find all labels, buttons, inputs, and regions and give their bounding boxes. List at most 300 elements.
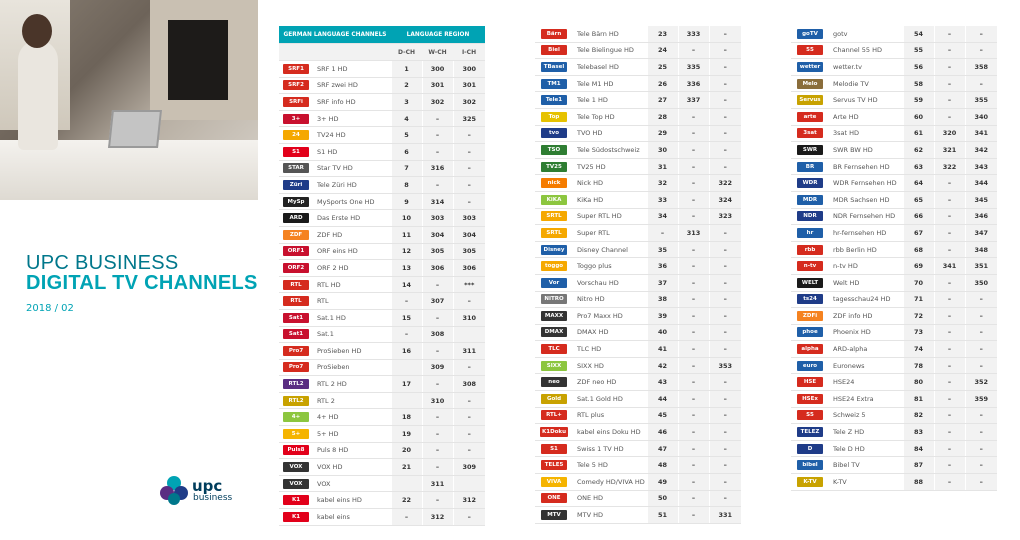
channel-number-d-ch: 56 — [903, 59, 934, 76]
channel-number-i-ch: – — [709, 274, 741, 291]
channel-name: Tele 5 HD — [573, 457, 647, 474]
channel-number-d-ch: 1 — [391, 61, 422, 78]
channel-number-w-ch: – — [934, 108, 965, 125]
channel-logo — [279, 343, 313, 360]
channel-logo — [535, 158, 573, 175]
channel-logo — [791, 125, 829, 142]
channel-number-i-ch: – — [453, 293, 485, 310]
channel-logo-badge: Vor — [541, 278, 567, 288]
channel-logo — [791, 75, 829, 92]
channel-logo — [535, 291, 573, 308]
channel-name: KiKa HD — [573, 191, 647, 208]
channel-logo — [791, 59, 829, 76]
channel-logo-badge: ARD — [283, 213, 309, 223]
channel-logo-badge: bibel — [797, 460, 823, 470]
channel-number-d-ch: 33 — [647, 191, 678, 208]
channel-number-w-ch: 313 — [678, 225, 709, 242]
channel-logo — [791, 341, 829, 358]
channel-logo — [279, 392, 313, 409]
channel-number-d-ch: – — [647, 225, 678, 242]
channel-number-w-ch: – — [678, 407, 709, 424]
channel-number-i-ch: – — [709, 324, 741, 341]
channel-row — [279, 276, 485, 293]
channel-name: HSE24 — [829, 374, 903, 391]
channel-row — [791, 208, 997, 225]
channel-number-w-ch: – — [934, 42, 965, 59]
channel-row — [791, 42, 997, 59]
channel-row — [279, 61, 485, 78]
channel-number-d-ch: 31 — [647, 158, 678, 175]
channel-logo-badge: 3sat — [797, 128, 823, 138]
channel-row — [535, 341, 741, 358]
channel-row — [791, 341, 997, 358]
channel-number-i-ch: 350 — [965, 274, 997, 291]
channel-number-i-ch: 343 — [965, 158, 997, 175]
channel-name: ZDF HD — [313, 226, 391, 243]
channel-number-i-ch: – — [453, 509, 485, 526]
channel-logo-badge: ts24 — [797, 294, 823, 304]
channel-logo — [535, 474, 573, 491]
channel-number-d-ch: 83 — [903, 424, 934, 441]
channel-logo-badge: WDR — [797, 178, 823, 188]
channel-logo-badge: alpha — [797, 344, 823, 354]
channel-name: Euronews — [829, 357, 903, 374]
channel-number-i-ch: 305 — [453, 243, 485, 260]
channel-name: RTL 2 — [313, 392, 391, 409]
channel-number-d-ch: 49 — [647, 474, 678, 491]
channel-logo-badge: K1 — [283, 495, 309, 505]
channel-row — [279, 475, 485, 492]
channel-number-i-ch: – — [709, 374, 741, 391]
upc-business-logo — [158, 473, 248, 507]
channel-number-d-ch: 29 — [647, 125, 678, 142]
channel-number-d-ch: 16 — [391, 343, 422, 360]
channel-table-2 — [535, 26, 741, 524]
channel-number-i-ch: – — [965, 324, 997, 341]
channel-number-d-ch: 54 — [903, 26, 934, 42]
channel-logo — [791, 391, 829, 408]
channel-name: kabel eins Doku HD — [573, 424, 647, 441]
channel-number-d-ch: 43 — [647, 374, 678, 391]
channel-row — [279, 77, 485, 94]
channel-number-d-ch: 50 — [647, 490, 678, 507]
channel-number-i-ch: – — [709, 26, 741, 42]
channel-logo — [535, 225, 573, 242]
channel-number-w-ch: – — [934, 291, 965, 308]
channel-number-i-ch: – — [709, 75, 741, 92]
channel-number-w-ch: 304 — [422, 226, 453, 243]
channel-number-w-ch: – — [422, 127, 453, 144]
channel-row — [535, 208, 741, 225]
channel-logo — [535, 208, 573, 225]
channel-logo-badge: hr — [797, 228, 823, 238]
channel-number-i-ch: 308 — [453, 376, 485, 393]
channel-number-i-ch: 358 — [965, 59, 997, 76]
channel-logo-badge: Pro7 — [283, 346, 309, 356]
channel-number-w-ch: – — [422, 492, 453, 509]
channel-number-i-ch: 303 — [453, 210, 485, 227]
channel-logo — [535, 241, 573, 258]
channel-number-w-ch: – — [934, 357, 965, 374]
channel-logo-badge: VIVA — [541, 477, 567, 487]
channel-logo-badge: TLC — [541, 344, 567, 354]
channel-logo-badge: K1Doku — [541, 429, 566, 436]
channel-name: rbb Berlin HD — [829, 241, 903, 258]
channel-name: Tele 1 HD — [573, 92, 647, 109]
channel-row — [791, 108, 997, 125]
channel-name: NDR Fernsehen HD — [829, 208, 903, 225]
channel-logo-badge: RTL — [283, 296, 309, 306]
channel-name: VOX HD — [313, 459, 391, 476]
channel-number-d-ch: 35 — [647, 241, 678, 258]
channel-number-i-ch: – — [965, 407, 997, 424]
channel-number-i-ch: 342 — [965, 142, 997, 159]
channel-row — [791, 474, 997, 491]
channel-number-d-ch: – — [391, 293, 422, 310]
channel-logo — [535, 92, 573, 109]
channel-logo-badge: RTL2 — [283, 379, 309, 389]
channel-number-d-ch: 24 — [647, 42, 678, 59]
channel-number-w-ch: 320 — [934, 125, 965, 142]
channel-row — [279, 210, 485, 227]
channel-name: Pro7 Maxx HD — [573, 308, 647, 325]
channel-number-w-ch: – — [678, 440, 709, 457]
channel-row — [535, 191, 741, 208]
channel-number-w-ch: – — [934, 75, 965, 92]
channel-number-i-ch: – — [709, 125, 741, 142]
channel-logo — [279, 309, 313, 326]
channel-name: kabel eins HD — [313, 492, 391, 509]
channel-number-i-ch: – — [709, 59, 741, 76]
channel-name: Nitro HD — [573, 291, 647, 308]
channel-logo-badge: NITRO — [541, 294, 567, 304]
channel-number-d-ch: 45 — [647, 407, 678, 424]
channel-number-w-ch: – — [678, 308, 709, 325]
channel-logo — [791, 142, 829, 159]
channel-row — [791, 142, 997, 159]
channel-number-i-ch: 311 — [453, 343, 485, 360]
channel-number-w-ch: – — [422, 426, 453, 443]
channel-row — [535, 258, 741, 275]
channel-number-w-ch: – — [678, 175, 709, 192]
channel-number-i-ch — [453, 475, 485, 492]
channel-logo — [791, 191, 829, 208]
channel-row — [535, 241, 741, 258]
channel-number-i-ch: 355 — [965, 92, 997, 109]
channel-logo — [279, 459, 313, 476]
channel-logo — [279, 509, 313, 526]
channel-logo-badge: MySp — [283, 197, 309, 207]
channel-logo — [535, 490, 573, 507]
channel-name: 3sat HD — [829, 125, 903, 142]
channel-number-i-ch: 353 — [709, 357, 741, 374]
channel-row — [279, 143, 485, 160]
channel-name: tagesschau24 HD — [829, 291, 903, 308]
channel-logo — [791, 208, 829, 225]
channel-row — [791, 291, 997, 308]
channel-number-i-ch: 322 — [709, 175, 741, 192]
channel-logo — [279, 475, 313, 492]
channel-number-d-ch: 12 — [391, 243, 422, 260]
channel-row — [535, 457, 741, 474]
channel-row — [535, 75, 741, 92]
channel-logo — [791, 440, 829, 457]
channel-number-d-ch: 4 — [391, 110, 422, 127]
channel-logo-badge: RTL+ — [541, 410, 567, 420]
channel-logo-badge: SRTL — [541, 228, 567, 238]
channel-number-i-ch: 346 — [965, 208, 997, 225]
channel-number-i-ch: – — [965, 474, 997, 491]
channel-logo — [791, 374, 829, 391]
channel-row — [535, 274, 741, 291]
channel-number-i-ch: – — [709, 407, 741, 424]
channel-number-w-ch: – — [678, 258, 709, 275]
channel-name: BR Fernsehen HD — [829, 158, 903, 175]
channel-name: Schweiz 5 — [829, 407, 903, 424]
channel-logo-badge: 5+ — [283, 429, 309, 439]
channel-name: Tele M1 HD — [573, 75, 647, 92]
channel-row — [535, 291, 741, 308]
channel-logo — [279, 177, 313, 194]
logo-business-text: business — [193, 493, 233, 503]
channel-number-d-ch: 3 — [391, 94, 422, 111]
channel-name: TVO HD — [573, 125, 647, 142]
channel-logo-badge: WELT — [797, 278, 823, 288]
channel-logo-badge: SWR — [797, 145, 823, 155]
channel-number-i-ch: 309 — [453, 459, 485, 476]
channel-logo-badge: 24 — [283, 130, 309, 140]
channel-number-i-ch: – — [709, 341, 741, 358]
channel-logo-badge: Sat1 — [283, 313, 309, 323]
header-language-region: LANGUAGE REGION — [391, 26, 485, 44]
channel-logo-badge: SRF1 — [283, 64, 309, 74]
channel-logo — [535, 175, 573, 192]
channel-row — [535, 374, 741, 391]
channel-name: RTL plus — [573, 407, 647, 424]
channel-number-i-ch: – — [965, 291, 997, 308]
channel-name: 4+ HD — [313, 409, 391, 426]
channel-number-d-ch: 28 — [647, 108, 678, 125]
channel-name: ProSieben — [313, 359, 391, 376]
channel-number-i-ch: – — [709, 92, 741, 109]
channel-number-d-ch: 80 — [903, 374, 934, 391]
channel-name: kabel eins — [313, 509, 391, 526]
channel-logo-badge: Bärn — [541, 29, 567, 39]
channel-row — [535, 42, 741, 59]
channel-name: Tele Züri HD — [313, 177, 391, 194]
channel-name: ProSieben HD — [313, 343, 391, 360]
channel-number-d-ch: 30 — [647, 142, 678, 159]
channel-logo-badge: TM1 — [541, 79, 567, 89]
channel-number-i-ch: – — [965, 341, 997, 358]
channel-logo-badge: K1 — [283, 512, 309, 522]
channel-number-d-ch: 41 — [647, 341, 678, 358]
channel-number-i-ch: – — [709, 241, 741, 258]
channel-logo — [535, 108, 573, 125]
channel-name: 5+ HD — [313, 426, 391, 443]
channel-number-d-ch: 55 — [903, 42, 934, 59]
channel-number-d-ch: 20 — [391, 442, 422, 459]
channel-row — [791, 357, 997, 374]
channel-logo-badge: phoe — [797, 327, 823, 337]
channel-number-w-ch: – — [678, 142, 709, 159]
channel-logo — [279, 94, 313, 111]
channel-logo-badge: Züri — [283, 180, 309, 190]
channel-logo — [535, 391, 573, 408]
header-d-ch: D-CH — [391, 44, 422, 61]
channel-logo — [279, 110, 313, 127]
channel-number-w-ch: 335 — [678, 59, 709, 76]
channel-row — [279, 326, 485, 343]
channel-number-w-ch: 336 — [678, 75, 709, 92]
channel-logo — [279, 243, 313, 260]
channel-number-i-ch: – — [965, 440, 997, 457]
channel-number-i-ch: 345 — [965, 191, 997, 208]
channel-logo — [535, 142, 573, 159]
channel-number-i-ch: 347 — [965, 225, 997, 242]
channel-number-w-ch: – — [422, 143, 453, 160]
channel-name: WDR Fernsehen HD — [829, 175, 903, 192]
channel-logo-badge: TELEZ — [797, 427, 823, 437]
channel-number-w-ch: – — [678, 357, 709, 374]
channel-name: Channel 55 HD — [829, 42, 903, 59]
channel-number-i-ch: 312 — [453, 492, 485, 509]
channel-number-i-ch: 302 — [453, 94, 485, 111]
channel-logo-badge: VOX — [283, 462, 309, 472]
channel-number-d-ch: 9 — [391, 193, 422, 210]
hotel-room-photo — [0, 0, 258, 200]
channel-number-w-ch: – — [934, 308, 965, 325]
channel-logo-badge: Tele1 — [541, 95, 567, 105]
channel-number-i-ch: – — [709, 440, 741, 457]
channel-number-w-ch: – — [678, 391, 709, 408]
channel-row — [279, 359, 485, 376]
channel-number-i-ch: – — [709, 142, 741, 159]
channel-number-i-ch: 310 — [453, 309, 485, 326]
channel-name: Sat.1 Gold HD — [573, 391, 647, 408]
channel-name: Melodie TV — [829, 75, 903, 92]
channel-row — [535, 474, 741, 491]
channel-row — [791, 258, 997, 275]
channel-name: Sat.1 HD — [313, 309, 391, 326]
channel-row — [791, 75, 997, 92]
channel-row — [535, 407, 741, 424]
channel-name: SRF zwei HD — [313, 77, 391, 94]
channel-number-i-ch: – — [965, 457, 997, 474]
channel-number-i-ch: – — [965, 26, 997, 42]
channel-logo — [791, 291, 829, 308]
channel-logo-badge: Gold — [541, 394, 567, 404]
channel-number-w-ch: – — [422, 459, 453, 476]
channel-logo — [791, 26, 829, 42]
channel-number-i-ch: – — [453, 143, 485, 160]
channel-row — [791, 158, 997, 175]
channel-number-d-ch: 15 — [391, 309, 422, 326]
channel-logo-badge: Servus — [797, 95, 823, 105]
channel-row — [791, 457, 997, 474]
channel-number-d-ch: 38 — [647, 291, 678, 308]
channel-number-d-ch: 8 — [391, 177, 422, 194]
channel-number-w-ch: 308 — [422, 326, 453, 343]
channel-name: Arte HD — [829, 108, 903, 125]
channel-number-i-ch: – — [453, 359, 485, 376]
channel-logo-badge: Disney — [541, 245, 567, 255]
channel-number-i-ch: 359 — [965, 391, 997, 408]
channel-name: ZDF info HD — [829, 308, 903, 325]
channel-table-3 — [791, 26, 997, 491]
channel-row — [791, 440, 997, 457]
channel-number-w-ch: – — [422, 276, 453, 293]
channel-logo — [791, 357, 829, 374]
channel-number-i-ch: – — [709, 391, 741, 408]
channel-number-w-ch: 316 — [422, 160, 453, 177]
channel-number-w-ch: – — [422, 309, 453, 326]
channel-number-d-ch: 26 — [647, 75, 678, 92]
header-german-channels: GERMAN LANGUAGE CHANNELS — [279, 26, 391, 44]
channel-name: VOX — [313, 475, 391, 492]
channel-logo-badge: tvo — [541, 128, 567, 138]
channel-row — [791, 26, 997, 42]
channel-logo-badge: KiKA — [541, 195, 567, 205]
title-line2: DIGITAL TV CHANNELS — [26, 272, 258, 294]
channel-logo-badge: S1 — [541, 444, 567, 454]
channel-logo — [279, 210, 313, 227]
channel-number-i-ch: – — [965, 75, 997, 92]
channel-logo-badge: wetter — [797, 62, 823, 72]
channel-logo-badge: TBasel — [541, 62, 567, 72]
channel-number-w-ch: – — [678, 191, 709, 208]
channel-logo-badge: Sat1 — [283, 329, 309, 339]
title-line1: UPC BUSINESS — [26, 252, 179, 274]
channel-row — [279, 426, 485, 443]
channel-number-w-ch: 322 — [934, 158, 965, 175]
channel-number-i-ch: – — [709, 308, 741, 325]
channel-row — [279, 376, 485, 393]
channel-name: Tele Bärn HD — [573, 26, 647, 42]
channel-number-d-ch: 87 — [903, 457, 934, 474]
channel-number-d-ch: 81 — [903, 391, 934, 408]
channel-number-w-ch: 333 — [678, 26, 709, 42]
channel-number-d-ch: – — [391, 326, 422, 343]
channel-number-d-ch: 19 — [391, 426, 422, 443]
channel-number-w-ch: 310 — [422, 392, 453, 409]
header-w-ch: W-CH — [422, 44, 453, 61]
channel-row — [535, 308, 741, 325]
channel-number-d-ch: 2 — [391, 77, 422, 94]
channel-number-w-ch: – — [934, 225, 965, 242]
channel-logo — [535, 308, 573, 325]
channel-number-d-ch: 65 — [903, 191, 934, 208]
channel-logo — [791, 108, 829, 125]
channel-number-w-ch: – — [934, 424, 965, 441]
channel-row — [535, 108, 741, 125]
upc-logo-icon — [158, 473, 190, 507]
channel-logo-badge: MTV — [541, 510, 567, 520]
channel-logo-badge: 55 — [797, 45, 823, 55]
channel-row — [791, 59, 997, 76]
channel-logo-badge: K-TV — [797, 477, 823, 487]
channel-name: Tele D HD — [829, 440, 903, 457]
channel-number-w-ch: – — [934, 457, 965, 474]
channel-number-i-ch: 348 — [965, 241, 997, 258]
channel-number-w-ch: – — [934, 241, 965, 258]
channel-logo-badge: neo — [541, 377, 567, 387]
channel-number-i-ch: 331 — [709, 507, 741, 524]
channel-number-w-ch: – — [934, 274, 965, 291]
channel-logo-badge: S1 — [283, 147, 309, 157]
channel-number-i-ch: 325 — [453, 110, 485, 127]
channel-number-i-ch: – — [453, 392, 485, 409]
